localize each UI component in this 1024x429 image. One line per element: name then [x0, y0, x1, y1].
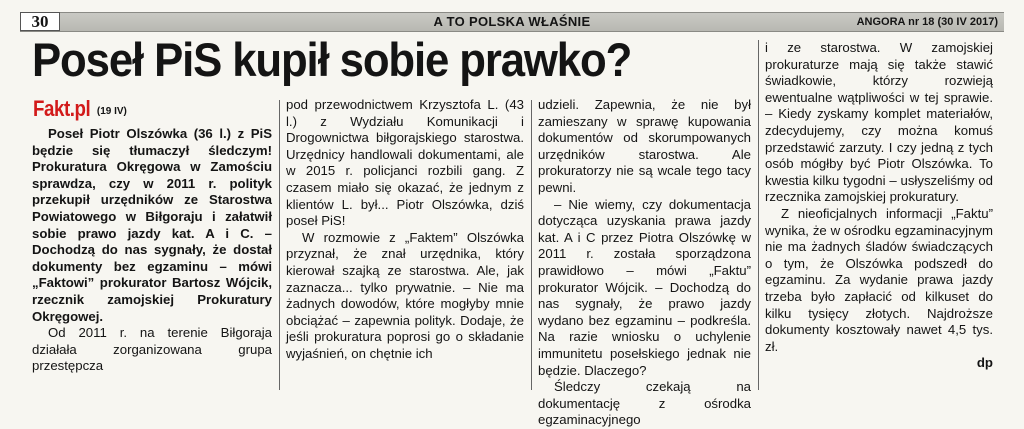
article-paragraph: Śledczy czekają na dokumentację z ośrodka egzaminacyjnego [538, 379, 751, 428]
column-divider [758, 40, 759, 390]
article-paragraph: – Nie wiemy, czy dokumentacja dotycząca uzyskania prawa jazdy kat. A i C przez Piotra Olszówkę w 2011 r. została sporządzona prawidłowo – mówi „Faktu” prokurator Wójcik. – Dochodzą do nas sygnały, że prawo jazdy wydano bez egzaminu – podkreśla. Na razie wniosku o uchylenie immunitetu posełskiego jednak nie będzie. Dlaczego? [538, 196, 751, 378]
source-date: (19 IV) [96, 106, 127, 118]
page-number: 30 [20, 12, 60, 31]
column-divider [531, 100, 532, 390]
author-signature: dp [976, 355, 993, 371]
article-paragraph: i ze starostwa. W zamojskiej prokuraturze mają się także stawić świadkowie, którzy rozwieją ewentualne wątpliwości w tej sprawie. – Kiedy zyskamy komplet materiałów, zdecydujemy, czy można komuś przedstawić zarzuty. I czy jedną z tych osób mógłby być Piotr Olszówka. To kwestia kilku tygodni – usłyszeliśmy od rzecznika zamojskiej prokuratury. [765, 40, 993, 205]
source-logo: Fakt.pl [33, 96, 91, 121]
article-paragraph: udzieli. Zapewnia, że nie był zamieszany w sprawę kupowania dokumentów od skorumpowanych urzędników starostwa. Ale prokuratorzy nie są wcale tego tacy pewni. [538, 97, 751, 195]
article-column-3 [538, 97, 751, 429]
source-credit [33, 97, 127, 121]
article-column-1 [32, 126, 272, 375]
page-header-bar [20, 12, 1004, 32]
section-title: A TO POLSKA WŁAŚNIE [433, 14, 591, 29]
headline: Poseł PiS kupił sobie prawko? [32, 33, 632, 86]
article-paragraph: Z nieoficjalnych informacji „Faktu” wynika, że w ośrodku egzaminacyjnym nie ma żadnych śladów świadczących o tym, że Olszówka podszedł do egzaminu. Za wydanie prawa jazdy trzeba było zapłacić od kilkuset do kilku tysięcy złotych. Najdroższe dokumenty kosztowały nawet 4,5 tys. zł. [765, 205, 993, 354]
issue-info: ANGORA nr 18 (30 IV 2017) [856, 16, 998, 28]
article-column-4 [765, 40, 993, 372]
article-paragraph: W rozmowie z „Faktem” Olszówka przyznał, że znał urzędnika, który kierował szajką ze starostwa. Ale, jak zaznacza... tylko prywatnie. – Nie ma żadnych dowodów, które mogłyby mnie obciążać – zapewnia polityk. Dodaje, że jeśli prokuratura poprosi go o składanie wyjaśnień, on chętnie ich [286, 229, 524, 361]
article-lead: Poseł Piotr Olszówka (36 l.) z PiS będzie się tłumaczył śledczym! Prokuratura Okręgowa w Zamościu sprawdza, czy w 2011 r. polityk przekupił urzędników ze Starostwa Powiatowego w Biłgoraju i załatwił sobie prawo jazdy kat. A i C. – Dochodzą do nas sygnały, że dostał dokumenty bez egzaminu – mówi „Faktowi” prokurator Bartosz Wójcik, rzecznik zamojskiej Prokuratury Okręgowej. [32, 126, 272, 324]
article-column-2 [286, 97, 524, 363]
column-divider [279, 100, 280, 390]
article-paragraph: pod przewodnictwem Krzysztofa L. (43 l.) z Wydziału Komunikacji i Drogownictwa biłgorajskiego starostwa. Urzędnicy handlowali dokumentami, ale w 2015 r. policjanci rozbili gang. Z czasem miało się okazać, że jednym z klientów L. był... Piotr Olszówka, dziś poseł PiS! [286, 97, 524, 229]
article-paragraph: Od 2011 r. na terenie Biłgoraja działała zorganizowana grupa przestępcza [32, 325, 272, 374]
